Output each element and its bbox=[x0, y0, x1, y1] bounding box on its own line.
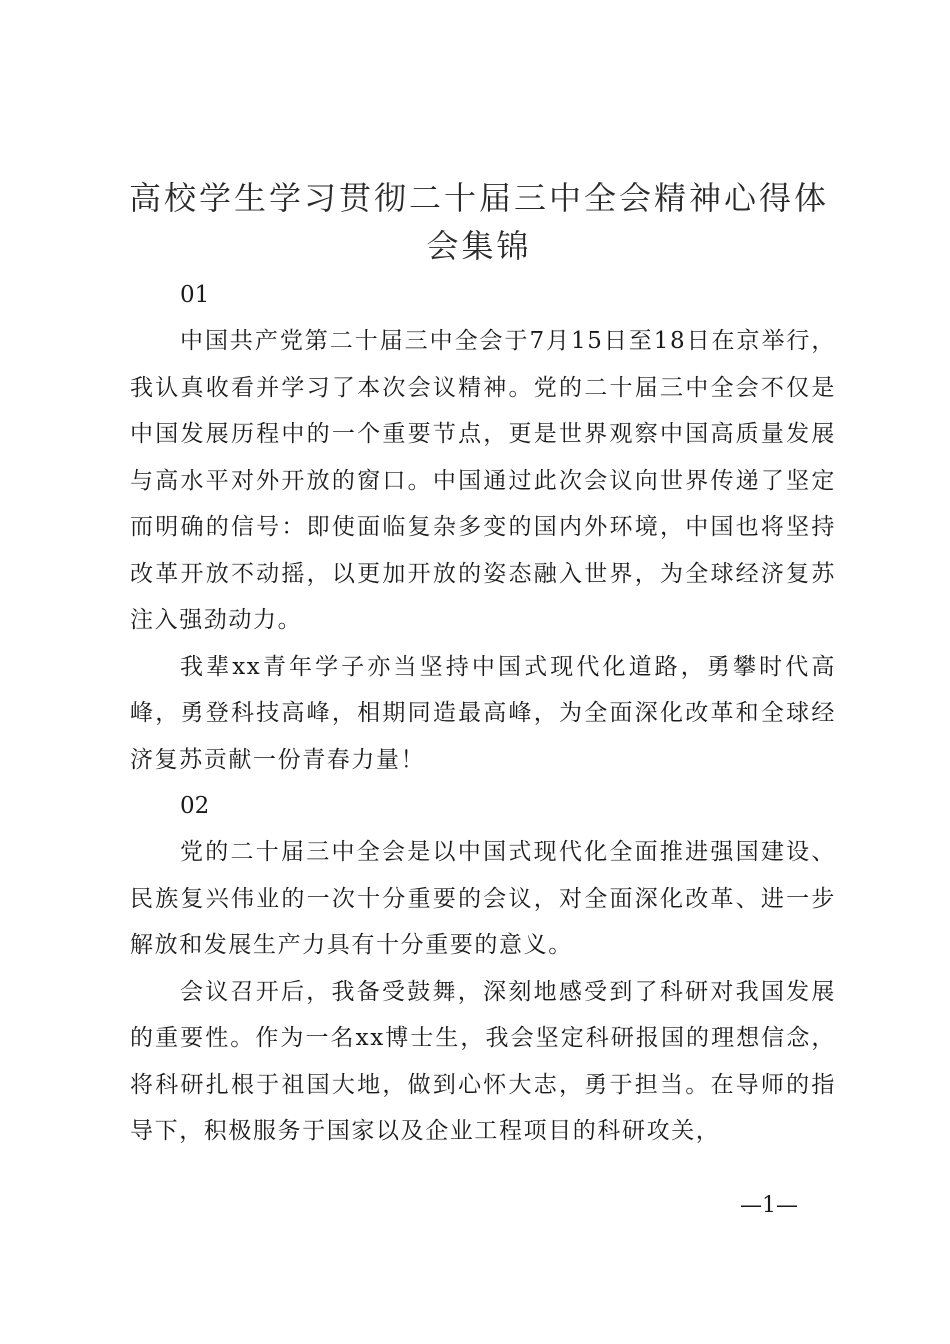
document-title: 高校学生学习贯彻二十届三中全会精神心得体会集锦 bbox=[128, 179, 829, 265]
paragraph: 会议召开后，我备受鼓舞，深刻地感受到了科研对我国发展的重要性。作为一名xx博士生，我会坚定科研报国的理想信念，将科研扎根于祖国大地，做到心怀大志，勇于担当。在导师的指导下，积极服务于国家以及企业工程项目的科研攻关， bbox=[130, 978, 836, 1144]
section-02 bbox=[130, 783, 836, 1155]
page-number: —1— bbox=[740, 1193, 798, 1218]
paragraph: 我辈xx青年学子亦当坚持中国式现代化道路，勇攀时代高峰，勇登科技高峰，相期同造最高峰，为全面深化改革和全球经济复苏贡献一份青春力量！ bbox=[130, 653, 836, 773]
section-number: 01 bbox=[180, 282, 210, 308]
section-number: 02 bbox=[180, 793, 210, 819]
document-body bbox=[130, 272, 836, 1155]
paragraph: 中国共产党第二十届三中全会于7月15日至18日在京举行，我认真收看并学习了本次会议精神。党的二十届三中全会不仅是中国发展历程中的一个重要节点，更是世界观察中国高质量发展与高水平对外开放的窗口。中国通过此次会议向世界传递了坚定而明确的信号：即使面临复杂多变的国内外环境，中国也将坚持改革开放不动摇，以更加开放的姿态融入世界，为全球经济复苏注入强劲动力。 bbox=[130, 328, 836, 633]
section-01 bbox=[130, 272, 836, 783]
paragraph: 党的二十届三中全会是以中国式现代化全面推进强国建设、民族复兴伟业的一次十分重要的会议，对全面深化改革、进一步解放和发展生产力具有十分重要的意义。 bbox=[130, 839, 836, 958]
